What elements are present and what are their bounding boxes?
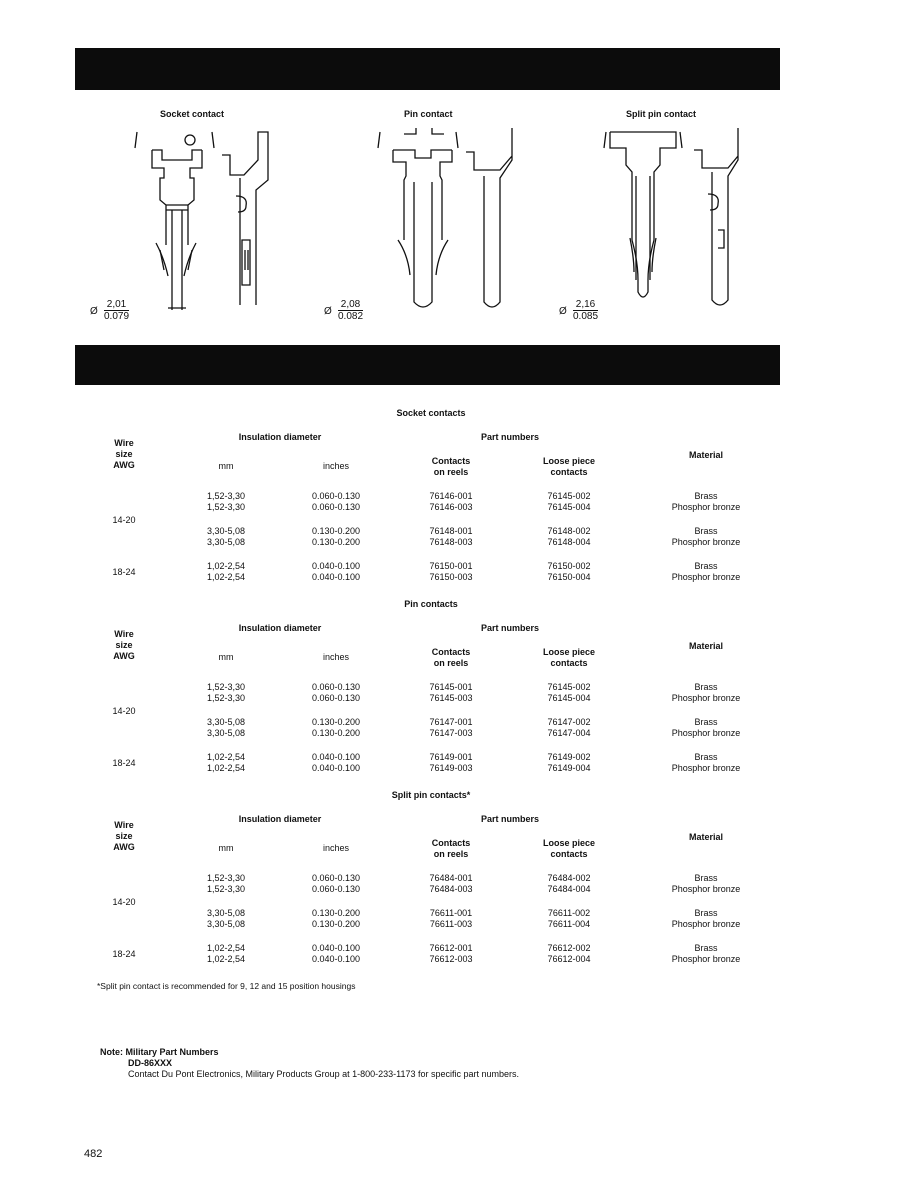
cell-material: Brass xyxy=(694,561,718,571)
cell-mm: 1,52-3,30 xyxy=(206,682,246,692)
cell-loose-piece: 76611-002 xyxy=(547,908,591,918)
cell-inches: 0.060-0.130 xyxy=(311,682,361,692)
cell-inches: 0.060-0.130 xyxy=(311,884,361,894)
pin-contact-side-drawing xyxy=(466,128,512,307)
page-number: 482 xyxy=(84,1148,103,1160)
header-part-numbers: Part numbers xyxy=(480,814,540,824)
header-insulation-diameter: Insulation diameter xyxy=(238,814,322,824)
header-insulation-diameter: Insulation diameter xyxy=(238,432,322,442)
cell-material: Brass xyxy=(694,491,718,501)
header-wire-size: Wire size AWG xyxy=(113,629,135,661)
cell-material: Brass xyxy=(694,717,718,727)
header-inches: inches xyxy=(322,652,349,662)
cell-contacts-on-reels: 76145-003 xyxy=(429,693,473,703)
military-note xyxy=(100,1047,519,1080)
socket-contact-front-drawing xyxy=(135,132,214,310)
note-heading: Note: Military Part Numbers xyxy=(100,1047,219,1057)
header-part-numbers: Part numbers xyxy=(480,623,540,633)
cell-material: Phosphor bronze xyxy=(671,502,741,512)
cell-material: Brass xyxy=(694,943,718,953)
cell-wire-size: 18-24 xyxy=(112,567,136,577)
header-inches: inches xyxy=(322,843,349,853)
footnote: *Split pin contact is recommended for 9, 12 and 15 position housings xyxy=(97,981,356,991)
cell-wire-size: 18-24 xyxy=(112,758,136,768)
cell-loose-piece: 76149-002 xyxy=(547,752,591,762)
cell-mm: 1,52-3,30 xyxy=(206,693,246,703)
cell-loose-piece: 76145-002 xyxy=(547,491,591,501)
cell-contacts-on-reels: 76484-001 xyxy=(429,873,473,883)
cell-inches: 0.040-0.100 xyxy=(311,752,361,762)
diameter-symbol: Ø xyxy=(90,306,98,317)
cell-material: Brass xyxy=(694,908,718,918)
split-pin-contact-side-drawing xyxy=(694,128,738,305)
cell-contacts-on-reels: 76148-003 xyxy=(429,537,473,547)
socket-contact-side-drawing xyxy=(222,132,268,305)
cell-material: Phosphor bronze xyxy=(671,572,741,582)
cell-mm: 1,52-3,30 xyxy=(206,502,246,512)
pin-contact-label: Pin contact xyxy=(404,109,453,119)
socket-diameter-mm: 2,01 xyxy=(104,299,129,311)
header-loose-piece: Loose piece contacts xyxy=(542,647,596,668)
cell-loose-piece: 76611-004 xyxy=(547,919,591,929)
header-material: Material xyxy=(688,832,723,842)
cell-inches: 0.130-0.200 xyxy=(311,526,361,536)
cell-contacts-on-reels: 76612-001 xyxy=(429,943,473,953)
header-inches: inches xyxy=(322,461,349,471)
cell-mm: 3,30-5,08 xyxy=(206,717,246,727)
cell-material: Phosphor bronze xyxy=(671,954,741,964)
cell-loose-piece: 76145-004 xyxy=(547,502,591,512)
pin-diameter-mm: 2,08 xyxy=(338,299,363,311)
split-pin-diameter-mm: 2,16 xyxy=(573,299,598,311)
table-title: Pin contacts xyxy=(404,599,458,609)
cell-mm: 1,02-2,54 xyxy=(206,763,246,773)
header-mm: mm xyxy=(218,461,234,471)
cell-loose-piece: 76148-002 xyxy=(547,526,591,536)
cell-inches: 0.040-0.100 xyxy=(311,954,361,964)
cell-wire-size: 14-20 xyxy=(112,705,136,716)
header-insulation-diameter: Insulation diameter xyxy=(238,623,322,633)
header-contacts-on-reels: Contacts on reels xyxy=(431,647,471,668)
cell-mm: 1,02-2,54 xyxy=(206,752,246,762)
cell-material: Brass xyxy=(694,682,718,692)
cell-mm: 1,52-3,30 xyxy=(206,884,246,894)
header-bar-tables xyxy=(75,345,780,385)
header-contacts-on-reels: Contacts on reels xyxy=(431,456,471,477)
cell-material: Phosphor bronze xyxy=(671,884,741,894)
cell-material: Phosphor bronze xyxy=(671,763,741,773)
cell-wire-size: 14-20 xyxy=(112,896,136,907)
cell-inches: 0.040-0.100 xyxy=(311,572,361,582)
header-material: Material xyxy=(688,450,723,460)
cell-mm: 3,30-5,08 xyxy=(206,908,246,918)
cell-contacts-on-reels: 76147-003 xyxy=(429,728,473,738)
socket-contact-label: Socket contact xyxy=(160,109,225,119)
cell-mm: 1,52-3,30 xyxy=(206,491,246,501)
cell-mm: 1,02-2,54 xyxy=(206,954,246,964)
cell-material: Phosphor bronze xyxy=(671,693,741,703)
pin-diameter-inch: 0.082 xyxy=(338,311,364,322)
header-part-numbers: Part numbers xyxy=(480,432,540,442)
cell-inches: 0.040-0.100 xyxy=(311,943,361,953)
cell-material: Brass xyxy=(694,526,718,536)
cell-loose-piece: 76484-004 xyxy=(547,884,591,894)
cell-material: Brass xyxy=(694,873,718,883)
cell-material: Phosphor bronze xyxy=(671,537,741,547)
cell-inches: 0.060-0.130 xyxy=(311,693,361,703)
header-material: Material xyxy=(688,641,723,651)
cell-contacts-on-reels: 76611-001 xyxy=(429,908,473,918)
split-pin-diameter-inch: 0.085 xyxy=(573,311,599,322)
cell-inches: 0.040-0.100 xyxy=(311,561,361,571)
header-wire-size: Wire size AWG xyxy=(113,438,135,470)
table-title: Split pin contacts* xyxy=(391,790,471,800)
cell-loose-piece: 76147-004 xyxy=(547,728,591,738)
cell-loose-piece: 76149-004 xyxy=(547,763,591,773)
cell-inches: 0.130-0.200 xyxy=(311,919,361,929)
cell-mm: 3,30-5,08 xyxy=(206,728,246,738)
cell-mm: 3,30-5,08 xyxy=(206,537,246,547)
cell-loose-piece: 76145-002 xyxy=(547,682,591,692)
diameter-symbol: Ø xyxy=(559,306,567,317)
header-loose-piece: Loose piece contacts xyxy=(542,456,596,477)
cell-mm: 1,52-3,30 xyxy=(206,873,246,883)
cell-contacts-on-reels: 76145-001 xyxy=(429,682,473,692)
pin-contact-front-drawing xyxy=(378,128,458,307)
cell-inches: 0.130-0.200 xyxy=(311,717,361,727)
cell-inches: 0.040-0.100 xyxy=(311,763,361,773)
table-title: Socket contacts xyxy=(396,408,466,418)
cell-mm: 3,30-5,08 xyxy=(206,919,246,929)
cell-wire-size: 14-20 xyxy=(112,514,136,525)
note-text: Contact Du Pont Electronics, Military Products Group at 1-800-233-1173 for specific part numbers. xyxy=(128,1069,520,1079)
header-mm: mm xyxy=(218,843,234,853)
cell-loose-piece: 76150-002 xyxy=(547,561,591,571)
split-pin-contact-front-drawing xyxy=(604,132,682,297)
cell-material: Phosphor bronze xyxy=(671,919,741,929)
socket-diameter-inch: 0.079 xyxy=(104,311,130,322)
cell-mm: 1,02-2,54 xyxy=(206,561,246,571)
contact-drawings xyxy=(0,0,922,340)
cell-loose-piece: 76484-002 xyxy=(547,873,591,883)
cell-inches: 0.060-0.130 xyxy=(311,502,361,512)
cell-loose-piece: 76147-002 xyxy=(547,717,591,727)
cell-inches: 0.060-0.130 xyxy=(311,491,361,501)
cell-contacts-on-reels: 76612-003 xyxy=(429,954,473,964)
cell-inches: 0.060-0.130 xyxy=(311,873,361,883)
cell-contacts-on-reels: 76148-001 xyxy=(429,526,473,536)
cell-inches: 0.130-0.200 xyxy=(311,537,361,547)
cell-loose-piece: 76612-004 xyxy=(547,954,591,964)
cell-loose-piece: 76150-004 xyxy=(547,572,591,582)
cell-contacts-on-reels: 76149-003 xyxy=(429,763,473,773)
cell-contacts-on-reels: 76150-001 xyxy=(429,561,473,571)
cell-contacts-on-reels: 76147-001 xyxy=(429,717,473,727)
cell-loose-piece: 76148-004 xyxy=(547,537,591,547)
cell-contacts-on-reels: 76150-003 xyxy=(429,572,473,582)
cell-material: Brass xyxy=(694,752,718,762)
header-wire-size: Wire size AWG xyxy=(113,820,135,852)
cell-contacts-on-reels: 76484-003 xyxy=(429,884,473,894)
cell-mm: 1,02-2,54 xyxy=(206,572,246,582)
cell-mm: 1,02-2,54 xyxy=(206,943,246,953)
cell-inches: 0.130-0.200 xyxy=(311,728,361,738)
header-loose-piece: Loose piece contacts xyxy=(542,838,596,859)
cell-material: Phosphor bronze xyxy=(671,728,741,738)
header-mm: mm xyxy=(218,652,234,662)
header-contacts-on-reels: Contacts on reels xyxy=(431,838,471,859)
cell-mm: 3,30-5,08 xyxy=(206,526,246,536)
cell-contacts-on-reels: 76146-003 xyxy=(429,502,473,512)
split-pin-contact-label: Split pin contact xyxy=(626,109,697,119)
cell-wire-size: 18-24 xyxy=(112,949,136,959)
cell-contacts-on-reels: 76611-003 xyxy=(429,919,473,929)
cell-loose-piece: 76612-002 xyxy=(547,943,591,953)
cell-contacts-on-reels: 76146-001 xyxy=(429,491,473,501)
diameter-symbol: Ø xyxy=(324,306,332,317)
cell-loose-piece: 76145-004 xyxy=(547,693,591,703)
note-code: DD-86XXX xyxy=(128,1058,173,1068)
cell-contacts-on-reels: 76149-001 xyxy=(429,752,473,762)
cell-inches: 0.130-0.200 xyxy=(311,908,361,918)
